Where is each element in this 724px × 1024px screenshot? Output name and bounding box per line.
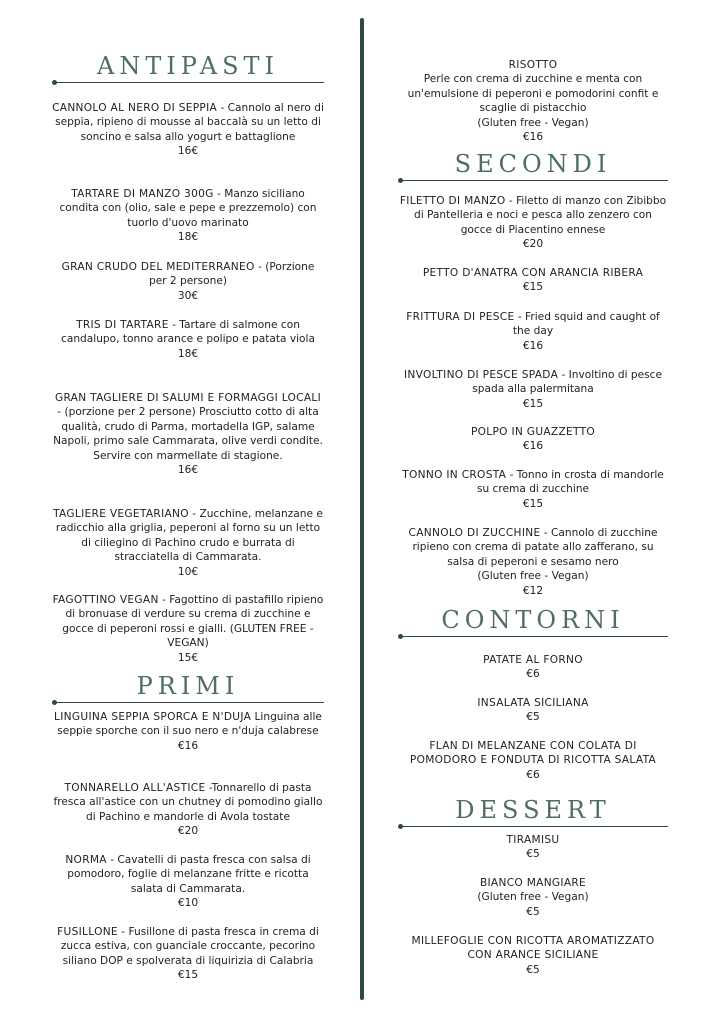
item-name: NORMA xyxy=(65,854,107,866)
item-price: 18€ xyxy=(177,231,199,244)
menu-item xyxy=(398,425,668,454)
secondi-header xyxy=(398,150,668,184)
item-desc: -Tonnarello di pasta fresca all'astice con un chutney di pomodino giallo di Pachino e mandorle di Avola tostate xyxy=(53,782,323,823)
item-name: TONNO IN CROSTA xyxy=(402,469,507,481)
menu-item xyxy=(398,194,668,252)
item-desc: - Zucchine, melanzane e radicchio alla griglia, peperoni al forno su un letto di ciliegino di Pachino crudo e burrata di stracciatella di Cammarata. xyxy=(55,508,323,564)
item-name: POLPO IN GUAZZETTO xyxy=(470,426,596,438)
menu-item xyxy=(398,468,668,511)
item-price: €16 xyxy=(522,131,544,144)
menu-item xyxy=(52,781,324,839)
section-rule xyxy=(398,824,668,830)
menu-item xyxy=(52,925,324,983)
item-desc: - Tartare di salmone con candalupo, tonno arance e polipo e patata viola xyxy=(61,319,315,346)
item-price: €6 xyxy=(526,768,540,781)
item-price: €15 xyxy=(522,281,544,294)
item-price: 18€ xyxy=(177,347,199,360)
item-name: TAGLIERE VEGETARIANO xyxy=(53,508,189,520)
contorni-header xyxy=(398,606,668,640)
item-price: 16€ xyxy=(177,464,199,477)
item-price: 10€ xyxy=(177,565,199,578)
menu-item xyxy=(398,310,668,353)
item-note: (Gluten free - Vegan) xyxy=(477,570,589,583)
item-name: CANNOLO DI ZUCCHINE xyxy=(408,527,541,539)
item-name: PATATE AL FORNO xyxy=(483,654,583,666)
item-desc: - (Porzione per 2 persone) xyxy=(148,261,315,288)
primi-header xyxy=(52,672,324,706)
menu-item xyxy=(52,318,324,361)
item-price: €16 xyxy=(522,440,544,453)
item-price: €6 xyxy=(526,668,540,681)
section-rule xyxy=(398,634,668,640)
item-desc: - Manzo siciliano condita con (olio, sale e pepe e prezzemolo) con tuorlo d'uovo marinato xyxy=(59,188,317,229)
menu-item xyxy=(398,266,668,295)
item-price: 15€ xyxy=(177,651,199,664)
item-desc: - Filetto di manzo con Zibibbo di Pantelleria e noci e pesca allo zenzero con gocce di Piacentino ennese xyxy=(413,195,667,236)
antipasti-header xyxy=(52,52,324,86)
item-name: FAGOTTINO VEGAN xyxy=(52,594,159,606)
item-note: (Gluten free - Vegan) xyxy=(477,891,589,904)
item-name: CANNOLO AL NERO DI SEPPIA xyxy=(52,102,218,114)
item-price: €12 xyxy=(522,584,544,597)
menu-item xyxy=(398,526,668,598)
item-name: TIRAMISU xyxy=(506,834,560,846)
item-price: 16€ xyxy=(177,145,199,158)
item-name: GRAN CRUDO DEL MEDITERRANEO xyxy=(61,261,255,273)
column-divider xyxy=(360,18,364,1000)
item-name: TRIS DI TARTARE xyxy=(76,319,169,331)
item-desc: - (porzione per 2 persone) Prosciutto cotto di alta qualità, crudo di Parma, mortadella IGP, salame Napoli, primo sale Cammarata, olive verdi condite. Servire con marmellate di stagione. xyxy=(53,406,323,462)
menu-item xyxy=(398,739,668,782)
item-price: €16 xyxy=(177,739,199,752)
item-price: €15 xyxy=(522,497,544,510)
menu-item xyxy=(398,696,668,725)
item-desc: - Fried squid and caught of the day xyxy=(512,311,660,338)
item-desc: - Tonno in crosta di mandorle su crema di zucchine xyxy=(476,469,664,496)
item-name: FILETTO DI MANZO xyxy=(399,195,506,207)
menu-item xyxy=(52,101,324,159)
item-price: €15 xyxy=(177,969,199,982)
item-name: MILLEFOGLIE CON RICOTTA AROMATIZZATO CON ARANCE SICILIANE xyxy=(411,935,655,962)
menu-item xyxy=(52,507,324,579)
menu-item xyxy=(398,876,668,919)
menu-item xyxy=(398,653,668,682)
item-desc: - Fagottino di pastafillo ripieno di bronuase di verdure su crema di zucchine e gocce di peperoni rossi e gialli. (GLUTEN FREE - VEGAN) xyxy=(62,594,324,650)
item-name: TONNARELLO ALL'ASTICE xyxy=(64,782,206,794)
item-desc: - Involtino di pesce spada alla palermitana xyxy=(472,369,663,396)
item-name: RISOTTO xyxy=(508,59,558,71)
menu-item-risotto xyxy=(398,58,668,144)
item-name: LINGUINA SEPPIA SPORCA E N'DUJA xyxy=(54,711,252,723)
item-name: INVOLTINO DI PESCE SPADA xyxy=(403,369,559,381)
menu-item xyxy=(52,187,324,245)
item-note: (Gluten free - Vegan) xyxy=(477,116,589,129)
menu-item xyxy=(52,391,324,477)
menu-item xyxy=(52,710,324,753)
section-rule xyxy=(398,178,668,184)
item-name: PETTO D'ANATRA CON ARANCIA RIBERA xyxy=(422,267,644,279)
item-price: €5 xyxy=(526,711,540,724)
section-title-secondi: SECONDI xyxy=(454,150,612,178)
item-desc: - Fusillone di pasta fresca in crema di zucca estiva, con guanciale croccante, pecorino siliano DOP e spolverata di liquirizia di Calabria xyxy=(60,926,319,967)
section-title-primi: PRIMI xyxy=(136,672,240,700)
item-price: €10 xyxy=(177,897,199,910)
item-desc: - Cavatelli di pasta fresca con salsa di pomodoro, foglie di melanzane fritte e ricotta salata di Cammarata. xyxy=(67,854,311,895)
menu-item xyxy=(52,260,324,303)
item-price: €20 xyxy=(522,238,544,251)
item-name: TARTARE DI MANZO 300G xyxy=(71,188,214,200)
item-name: BIANCO MANGIARE xyxy=(479,877,587,889)
item-desc: Linguina alle seppie sporche con il suo nero e n'duja calabrese xyxy=(57,711,322,738)
section-title-contorni: CONTORNI xyxy=(441,606,625,634)
menu-item xyxy=(398,368,668,411)
dessert-header xyxy=(398,796,668,830)
item-price: 30€ xyxy=(177,289,199,302)
item-desc: Perle con crema di zucchine e menta con un'emulsione di peperoni e pomodorini confit e scaglie di pistacchio xyxy=(407,73,659,115)
section-rule xyxy=(52,80,324,86)
item-price: €16 xyxy=(522,339,544,352)
item-desc: - Cannolo di zucchine ripieno con crema di patate allo zafferano, su salsa di peperoni e sesamo nero xyxy=(412,527,658,568)
item-name: FRITTURA DI PESCE xyxy=(406,311,515,323)
item-price: €5 xyxy=(526,963,540,976)
menu-item xyxy=(52,853,324,911)
item-price: €20 xyxy=(177,825,199,838)
section-rule xyxy=(52,700,324,706)
item-price: €5 xyxy=(526,905,540,918)
menu-item xyxy=(398,934,668,977)
item-name: FUSILLONE xyxy=(57,926,118,938)
menu-item xyxy=(398,833,668,862)
item-price: €5 xyxy=(526,848,540,861)
section-title-antipasti: ANTIPASTI xyxy=(96,52,280,80)
section-title-dessert: DESSERT xyxy=(455,796,611,824)
item-name: INSALATA SICILIANA xyxy=(477,697,589,709)
item-price: €15 xyxy=(522,397,544,410)
item-name: GRAN TAGLIERE DI SALUMI E FORMAGGI LOCALI xyxy=(54,392,322,404)
item-desc: - Cannolo al nero di seppia, ripieno di mousse al baccalà su un letto di soncino e salsa allo yogurt e battaglione xyxy=(55,102,324,143)
menu-item xyxy=(52,593,324,665)
item-name: FLAN DI MELANZANE CON COLATA DI POMODORO E FONDUTA DI RICOTTA SALATA xyxy=(409,740,657,767)
